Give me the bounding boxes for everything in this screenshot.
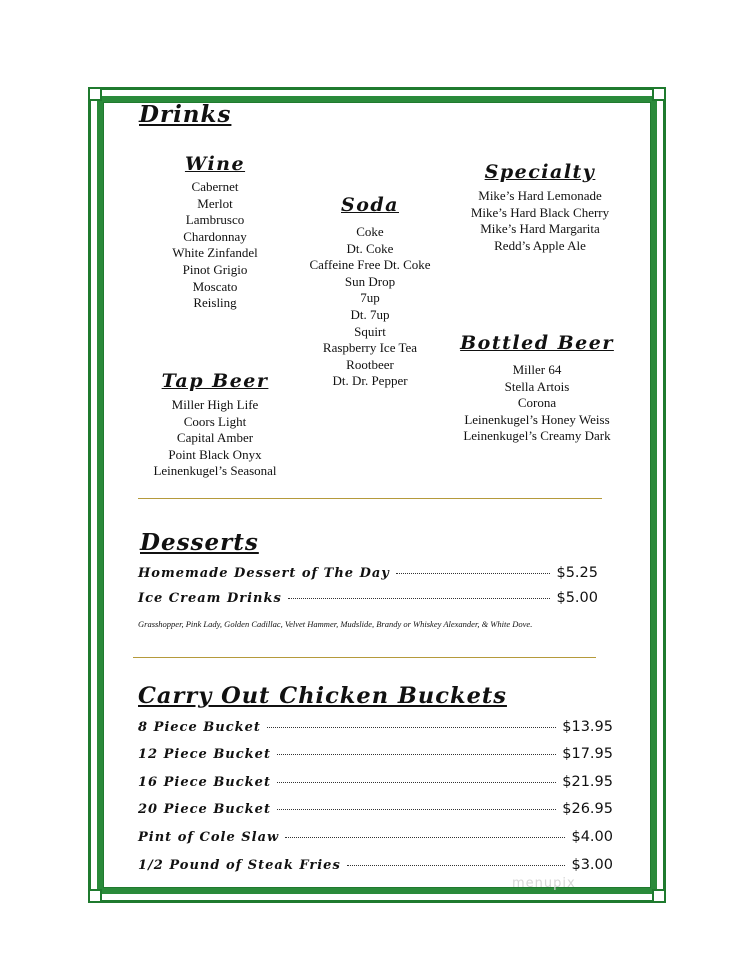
item-price: $17.95	[562, 746, 613, 762]
desserts-heading: Desserts	[140, 529, 259, 556]
list-item: Merlot	[197, 195, 233, 211]
border-corner	[652, 889, 666, 903]
leader-dots	[277, 782, 556, 783]
item-price: $4.00	[571, 829, 613, 845]
list-item: Dt. Dr. Pepper	[332, 373, 408, 389]
item-price: $26.95	[562, 801, 613, 817]
watermark: menupix	[512, 876, 576, 891]
menu-item-row	[138, 774, 613, 790]
wine-list	[135, 179, 295, 312]
item-name: Pint of Cole Slaw	[138, 830, 280, 845]
leader-dots	[277, 809, 556, 810]
border-corner	[652, 87, 666, 101]
drinks-heading: Drinks	[139, 101, 232, 128]
specialty-section	[455, 161, 625, 254]
wine-heading: Wine	[184, 153, 246, 175]
specialty-list	[455, 188, 625, 254]
list-item: Coors Light	[183, 413, 247, 429]
item-price: $3.00	[571, 857, 613, 873]
item-name: Homemade Dessert of The Day	[138, 566, 390, 581]
list-item: Leinenkugel’s Creamy Dark	[463, 428, 611, 444]
list-item: Raspberry Ice Tea	[322, 340, 418, 356]
menu-item-row	[138, 746, 613, 762]
tap-beer-heading: Tap Beer	[161, 370, 269, 392]
leader-dots	[285, 837, 565, 838]
leader-dots	[288, 598, 551, 599]
list-item: Caffeine Free Dt. Coke	[309, 257, 431, 273]
section-divider	[138, 498, 602, 499]
soda-section	[290, 194, 450, 390]
border-corner	[88, 87, 102, 101]
list-item: Moscato	[192, 278, 238, 294]
list-item: Leinenkugel’s Seasonal	[153, 463, 277, 479]
menu-item-row	[138, 590, 598, 606]
list-item: Cabernet	[191, 179, 239, 194]
specialty-heading: Specialty	[484, 161, 596, 183]
leader-dots	[277, 754, 556, 755]
menu-item-row	[138, 719, 613, 735]
list-item: Point Black Onyx	[168, 446, 262, 462]
item-price: $5.00	[556, 590, 598, 606]
item-name: 12 Piece Bucket	[138, 747, 271, 762]
list-item: Stella Artois	[504, 378, 570, 394]
border-corner	[88, 889, 102, 903]
dessert-note: Grasshopper, Pink Lady, Golden Cadillac, Velvet Hammer, Mudslide, Brandy or Whiskey Alexander, & White Dove.	[138, 619, 533, 629]
list-item: Squirt	[354, 323, 386, 339]
list-item: Miller High Life	[171, 397, 259, 412]
bottled-beer-section	[451, 332, 623, 445]
item-name: 20 Piece Bucket	[138, 802, 271, 817]
list-item: Reisling	[193, 295, 237, 311]
list-item: White Zinfandel	[172, 245, 258, 261]
list-item: Rootbeer	[346, 356, 394, 372]
menu-item-row	[138, 565, 598, 581]
item-name: 8 Piece Bucket	[138, 720, 261, 735]
bottled-beer-list	[451, 362, 623, 445]
soda-list	[290, 224, 450, 390]
buckets-heading: Carry Out Chicken Buckets	[138, 683, 507, 709]
list-item: Corona	[517, 395, 557, 411]
item-name: 16 Piece Bucket	[138, 775, 271, 790]
list-item: Chardonnay	[183, 228, 247, 244]
list-item: Dt. 7up	[350, 306, 390, 322]
list-item: Capital Amber	[176, 430, 254, 446]
item-price: $5.25	[556, 565, 598, 581]
wine-section	[135, 153, 295, 312]
list-item: Mike’s Hard Lemonade	[478, 188, 602, 203]
soda-heading: Soda	[341, 194, 399, 216]
list-item: Miller 64	[512, 362, 562, 377]
list-item: 7up	[360, 290, 380, 306]
item-name: Ice Cream Drinks	[138, 591, 282, 606]
list-item: Dt. Coke	[346, 240, 394, 256]
leader-dots	[347, 865, 566, 866]
item-price: $21.95	[562, 774, 613, 790]
list-item: Mike’s Hard Black Cherry	[470, 204, 610, 220]
list-item: Leinenkugel’s Honey Weiss	[464, 411, 610, 427]
bottled-beer-heading: Bottled Beer	[460, 332, 614, 354]
leader-dots	[396, 573, 551, 574]
tap-beer-list	[135, 397, 295, 480]
menu-item-row	[138, 829, 613, 845]
list-item: Mike’s Hard Margarita	[480, 221, 600, 237]
menu-item-row	[138, 801, 613, 817]
menu-item-row	[138, 857, 613, 873]
tap-beer-section	[135, 370, 295, 480]
list-item: Pinot Grigio	[182, 261, 248, 277]
list-item: Sun Drop	[344, 273, 396, 289]
leader-dots	[267, 727, 556, 728]
item-price: $13.95	[562, 719, 613, 735]
item-name: 1/2 Pound of Steak Fries	[138, 858, 341, 873]
list-item: Lambrusco	[185, 212, 245, 228]
list-item: Redd’s Apple Ale	[494, 237, 586, 253]
section-divider	[133, 657, 596, 658]
list-item: Coke	[356, 224, 384, 239]
